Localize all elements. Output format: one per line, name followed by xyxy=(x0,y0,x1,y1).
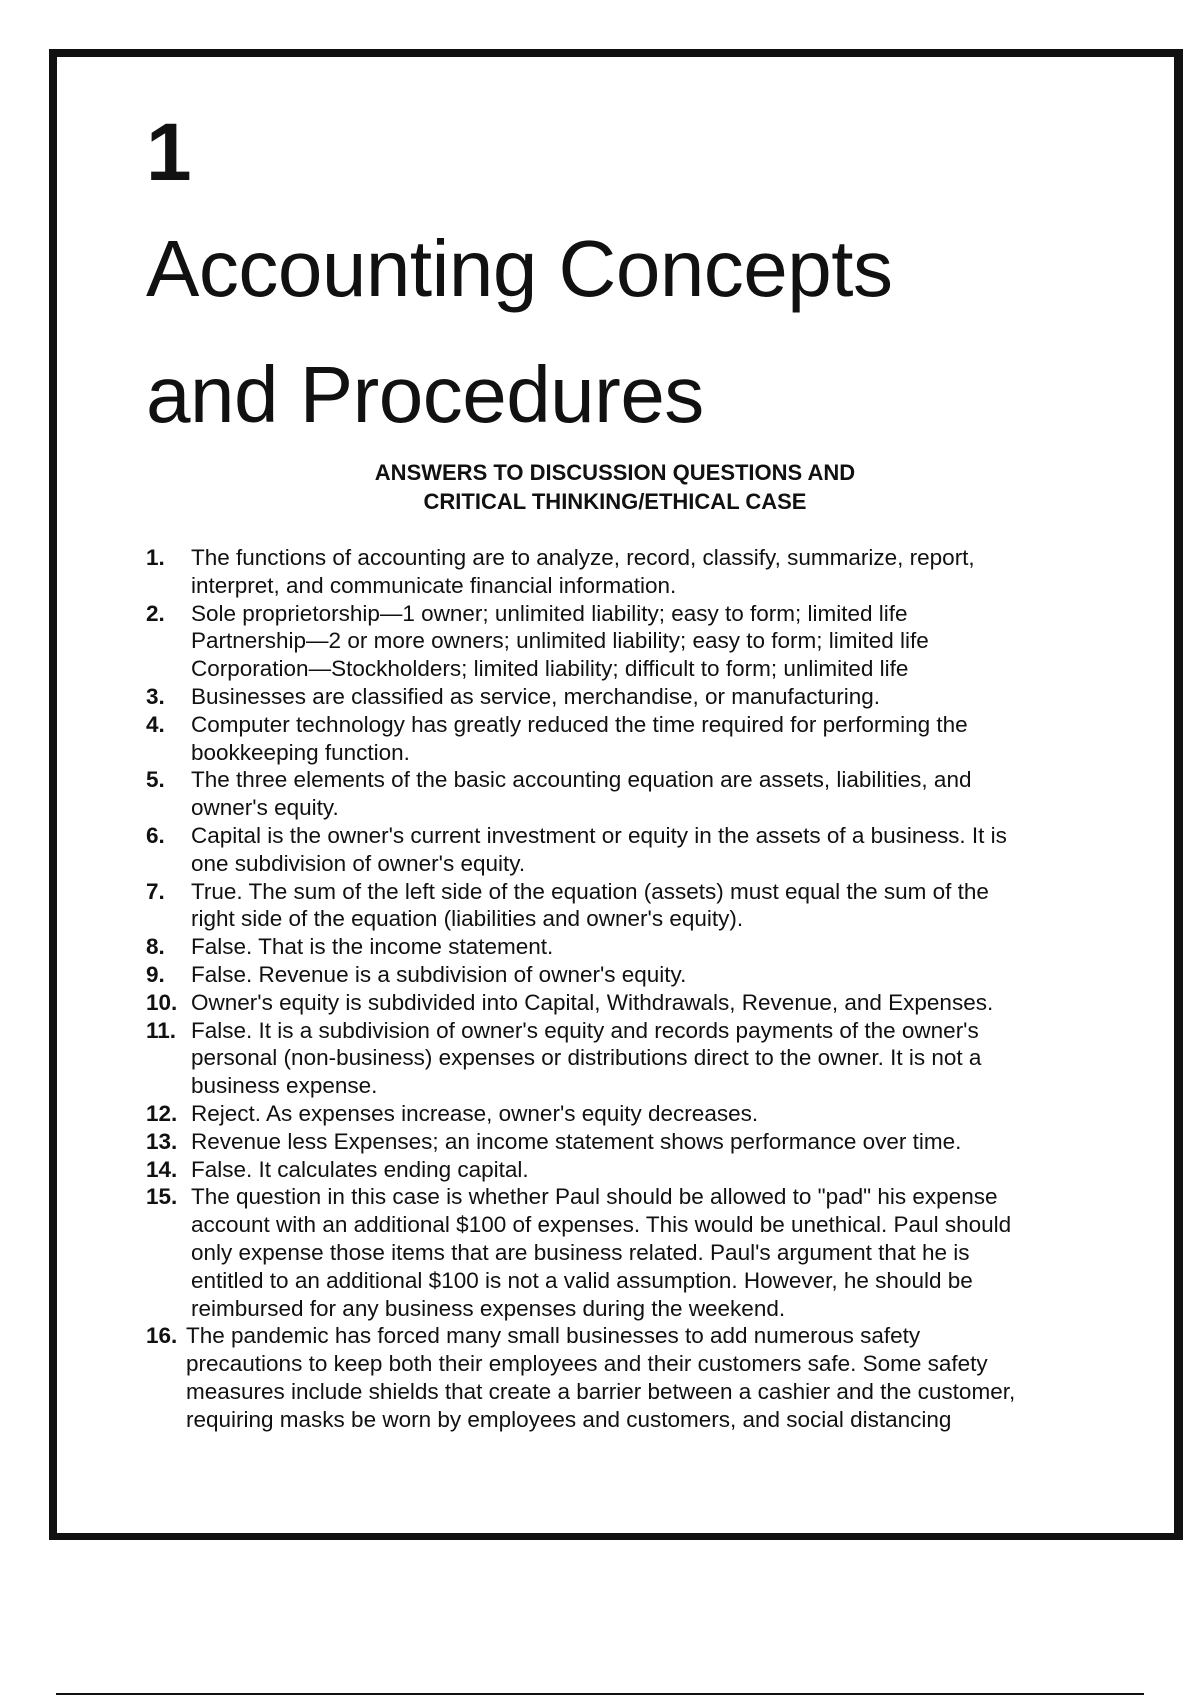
answer-item xyxy=(146,766,1091,822)
answer-number: 15. xyxy=(146,1184,178,1210)
answer-line: precautions to keep both their employees and their customers safe. Some safety xyxy=(186,1351,988,1377)
section-heading-line: CRITICAL THINKING/ETHICAL CASE xyxy=(423,489,807,514)
answer-line: owner's equity. xyxy=(191,795,339,821)
answer-text xyxy=(191,1183,1091,1322)
answer-item xyxy=(146,822,1091,878)
answer-number: 10. xyxy=(146,989,178,1015)
answer-line: personal (non-business) expenses or distributions direct to the owner. It is not a xyxy=(191,1045,982,1071)
answer-text xyxy=(191,878,1091,934)
answer-line: business expense. xyxy=(191,1073,378,1099)
answer-line: one subdivision of owner's equity. xyxy=(191,850,526,876)
answer-line: Corporation—Stockholders; limited liability; difficult to form; unlimited life xyxy=(191,656,909,682)
answer-number: 9. xyxy=(146,961,165,987)
answer-number: 5. xyxy=(146,767,165,793)
answer-item xyxy=(146,878,1091,934)
answer-text xyxy=(191,683,1091,711)
answer-text xyxy=(186,1322,1091,1433)
answer-text xyxy=(191,711,1091,767)
answer-line: account with an additional $100 of expenses. This would be unethical. Paul should xyxy=(191,1212,1012,1238)
answer-text xyxy=(191,766,1091,822)
answer-text xyxy=(191,961,1091,989)
answer-number: 3. xyxy=(146,683,165,709)
answer-number: 16. xyxy=(146,1323,178,1349)
answer-line: Reject. As expenses increase, owner's equity decreases. xyxy=(191,1100,759,1126)
answer-item xyxy=(146,1017,1091,1100)
answer-line: Capital is the owner's current investment or equity in the assets of a business. It is xyxy=(191,822,1007,848)
answer-number: 11. xyxy=(146,1017,177,1043)
answer-number: 1. xyxy=(146,545,165,570)
answer-item xyxy=(146,989,1091,1017)
answer-line: Computer technology has greatly reduced the time required for performing the xyxy=(191,711,968,737)
answer-line: only expense those items that are business related. Paul's argument that he is xyxy=(191,1239,970,1265)
answer-item xyxy=(146,600,1091,683)
answer-number: 14. xyxy=(146,1156,178,1182)
answer-text xyxy=(191,600,1091,683)
answer-line: The functions of accounting are to analyze, record, classify, summarize, report, xyxy=(191,545,975,570)
answer-line: entitled to an additional $100 is not a valid assumption. However, he should be xyxy=(191,1267,973,1293)
answer-line: False. Revenue is a subdivision of owner's equity. xyxy=(191,961,687,987)
answer-line: requiring masks be worn by employees and customers, and social distancing xyxy=(186,1406,952,1432)
answer-line: False. It calculates ending capital. xyxy=(191,1156,529,1182)
answer-line: Revenue less Expenses; an income statement shows performance over time. xyxy=(191,1128,962,1154)
answer-list xyxy=(146,544,1091,1434)
answer-text xyxy=(191,1156,1091,1184)
answer-number: 13. xyxy=(146,1128,178,1154)
answer-text xyxy=(191,933,1091,961)
answer-line: Sole proprietorship—1 owner; unlimited liability; easy to form; limited life xyxy=(191,600,908,626)
answer-line: bookkeeping function. xyxy=(191,739,410,765)
answer-text xyxy=(191,1100,1091,1128)
answer-number: 2. xyxy=(146,600,165,626)
answer-line: reimbursed for any business expenses during the weekend. xyxy=(191,1295,786,1321)
answer-line: Partnership—2 or more owners; unlimited liability; easy to form; limited life xyxy=(191,628,929,654)
answer-number: 12. xyxy=(146,1100,178,1126)
answer-item xyxy=(146,1156,1091,1184)
answer-line: False. It is a subdivision of owner's equity and records payments of the owner's xyxy=(191,1017,979,1043)
answer-number: 6. xyxy=(146,822,165,848)
answer-item xyxy=(146,961,1091,989)
answer-text xyxy=(191,544,1091,600)
answer-text xyxy=(191,822,1091,878)
answer-number: 4. xyxy=(146,711,165,737)
answer-line: Owner's equity is subdivided into Capital, Withdrawals, Revenue, and Expenses. xyxy=(191,989,994,1015)
answer-text xyxy=(191,989,1091,1017)
answer-item xyxy=(146,1128,1091,1156)
section-heading xyxy=(260,458,970,516)
chapter-title-line: Accounting Concepts xyxy=(146,224,893,313)
chapter-title-line: and Procedures xyxy=(146,350,704,439)
answer-line: The question in this case is whether Paul should be allowed to "pad" his expense xyxy=(191,1184,998,1210)
answer-line: True. The sum of the left side of the equation (assets) must equal the sum of the xyxy=(191,878,989,904)
answer-item xyxy=(146,1100,1091,1128)
answer-line: The pandemic has forced many small businesses to add numerous safety xyxy=(186,1323,921,1349)
section-heading-line: ANSWERS TO DISCUSSION QUESTIONS AND xyxy=(374,460,856,485)
answer-number: 7. xyxy=(146,878,165,904)
answer-item xyxy=(146,1183,1091,1322)
chapter-title xyxy=(146,206,893,458)
answer-text xyxy=(191,1128,1091,1156)
answer-text xyxy=(191,1017,1091,1100)
answer-line: False. That is the income statement. xyxy=(191,934,554,960)
answer-number: 8. xyxy=(146,934,165,960)
answer-line: Businesses are classified as service, merchandise, or manufacturing. xyxy=(191,683,881,709)
answer-line: measures include shields that create a barrier between a cashier and the customer, xyxy=(186,1378,1016,1404)
answer-line: right side of the equation (liabilities and owner's equity). xyxy=(191,906,744,932)
bottom-divider xyxy=(56,1693,1144,1695)
answer-line: interpret, and communicate financial information. xyxy=(191,572,677,598)
answer-item xyxy=(146,683,1091,711)
answer-item xyxy=(146,933,1091,961)
chapter-number: 1 xyxy=(146,107,192,198)
answer-item xyxy=(146,1322,1091,1433)
answer-line: The three elements of the basic accounting equation are assets, liabilities, and xyxy=(191,767,972,793)
answer-item xyxy=(146,711,1091,767)
answer-item xyxy=(146,544,1091,600)
